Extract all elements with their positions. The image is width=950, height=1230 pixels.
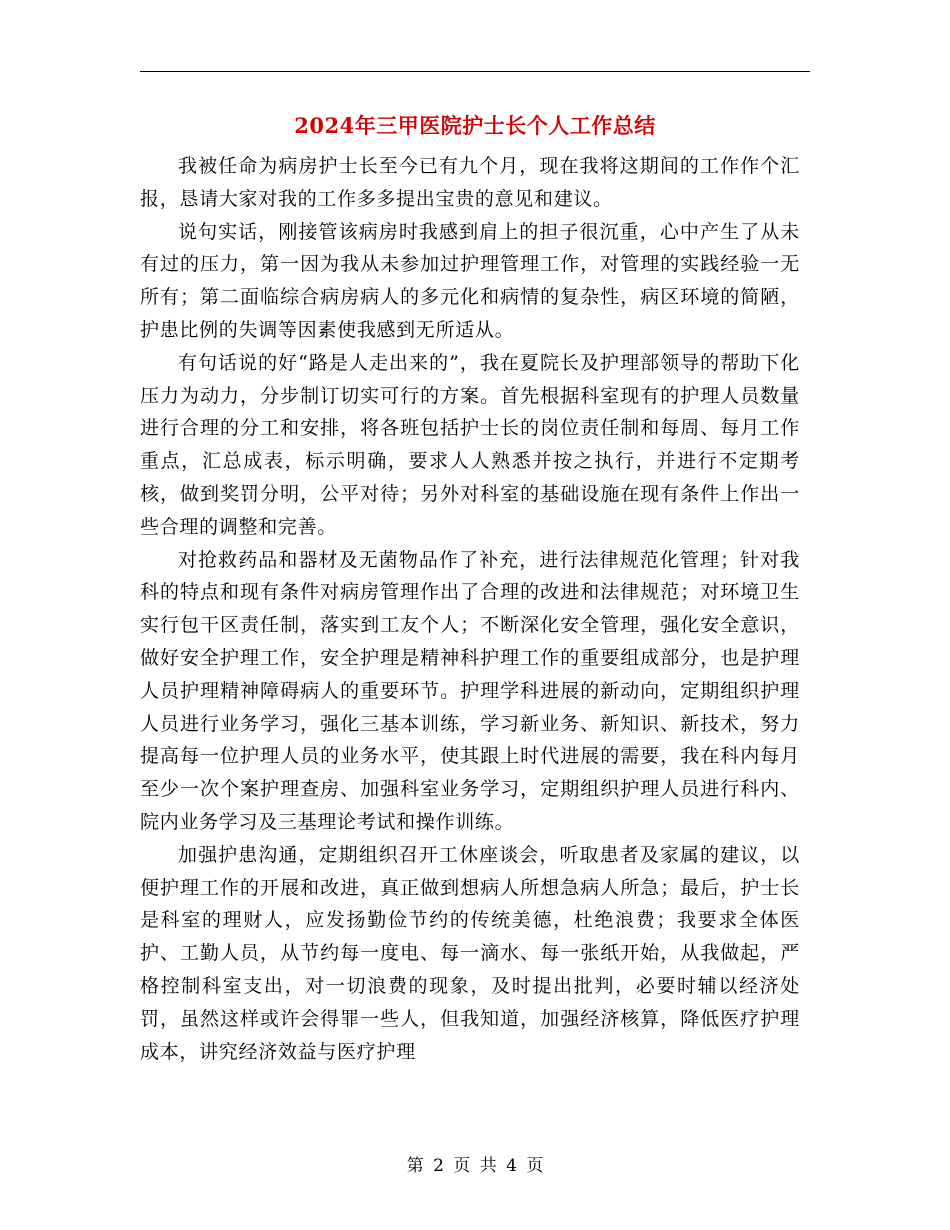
header-rule: [140, 71, 810, 72]
document-title: 2024年三甲医院护士长个人工作总结: [294, 113, 656, 138]
paragraph-2: 说句实话，刚接管该病房时我感到肩上的担子很沉重，心中产生了从未有过的压力，第一因为我从未参加过护理管理工作，对管理的实践经验一无所有；第二面临综合病房病人的多元化和病情的复杂性，病区环境的简陋，护患比例的失调等因素使我感到无所适从。: [140, 220, 800, 341]
paragraph-3: 有句话说的好“路是人走出来的”，我在夏院长及护理部领导的帮助下化压力为动力，分步制订切实可行的方案。首先根据科室现有的护理人员数量进行合理的分工和安排，将各班包括护士长的岗位责任制和每周、每月工作重点，汇总成表，标示明确，要求人人熟悉并按之执行，并进行不定期考核，做到奖罚分明，公平对待；另外对科室的基础设施在现有条件上作出一些合理的调整和完善。: [140, 351, 800, 538]
paragraph-1: 我被任命为病房护士长至今已有九个月，现在我将这期间的工作作个汇报，恳请大家对我的工作多多提出宝贵的意见和建议。: [140, 155, 800, 210]
paragraph-5: 加强护患沟通，定期组织召开工休座谈会，听取患者及家属的建议，以便护理工作的开展和改进，真正做到想病人所想急病人所急；最后，护士长是科室的理财人，应发扬勤俭节约的传统美德，杜绝浪费；我要求全体医护、工勤人员，从节约每一度电、每一滴水、每一张纸开始，从我做起，严格控制科室支出，对一切浪费的现象，及时提出批判，必要时辅以经济处罚，虽然这样或许会得罪一些人，但我知道，加强经济核算，降低医疗护理成本，讲究经济效益与医疗护理: [140, 843, 800, 1063]
paragraph-4: 对抢救药品和器材及无菌物品作了补充，进行法律规范化管理；针对我科的特点和现有条件对病房管理作出了合理的改进和法律规范；对环境卫生实行包干区责任制，落实到工友个人；不断深化安全管理，强化安全意识，做好安全护理工作，安全护理是精神科护理工作的重要组成部分，也是护理人员护理精神障碍病人的重要环节。护理学科进展的新动向，定期组织护理人员进行业务学习，强化三基本训练，学习新业务、新知识、新技术，努力提高每一位护理人员的业务水平，使其跟上时代进展的需要，我在科内每月至少一次个案护理查房、加强科室业务学习，定期组织护理人员进行科内、院内业务学习及三基理论考试和操作训练。: [140, 548, 800, 833]
page-number: 第 2 页 共 4 页: [406, 1156, 544, 1176]
document-body: [140, 150, 800, 1068]
